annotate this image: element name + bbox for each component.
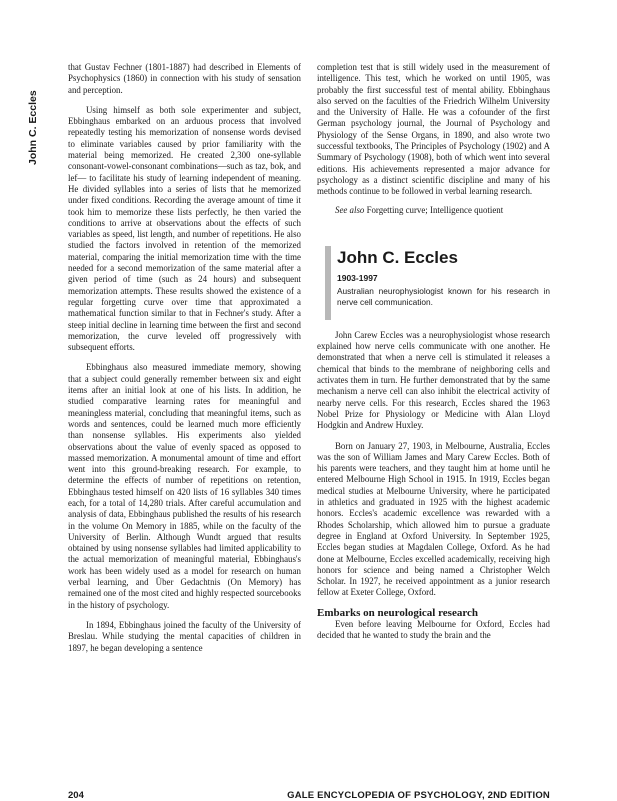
left-column bbox=[68, 62, 301, 654]
right-paragraph-4: Even before leaving Melbourne for Oxford, Eccles had decided that he wanted to study the brain and the bbox=[317, 618, 550, 641]
entry-dates: 1903-1997 bbox=[337, 272, 378, 283]
entry-header bbox=[317, 246, 550, 322]
running-head bbox=[20, 90, 40, 170]
left-paragraph-4: In 1894, Ebbinghaus joined the faculty of the University of Breslau. While studying the mental capacities of children in 1897, he began developing a sentence bbox=[68, 619, 301, 653]
right-paragraph-1: completion test that is still widely used in the measurement of intelligence. This test, which he worked on until 1905, was probably the first successful test of mental ability. Ebbinghaus also served on the faculties of the Friedrich Wilhelm University and the University of Halle. He was a cofounder of the first German psychology journal, the Journal of Psychology and Physiology of the Sense Organs, in 1890, and also wrote two successful textbooks, The Principles of Psychology (1902) and A Summary of Psychology (1908), both of which went into several editions. His achievements represented a major advance for psychology as a distinct scientific discipline and many of his methods continue to be followed in verbal learning research. bbox=[317, 62, 550, 197]
running-head-text: John C. Eccles bbox=[27, 90, 39, 165]
see-also-line bbox=[317, 205, 550, 216]
right-column bbox=[317, 62, 550, 642]
left-paragraph-1: that Gustav Fechner (1801-1887) had described in Elements of Psychophysics (1860) in connection with his study of sensation and perception. bbox=[68, 62, 301, 95]
left-paragraph-2: Using himself as both sole experimenter and subject, Ebbinghaus embarked on an arduous process that involved repeatedly testing his memorization of nonsense words devised to eliminate variables caused by prior familiarity with the material being memorized. He created 2,300 one-syllable consonant-vowel-consonant combinations—such as taz, bok, and lef— to facilitate his study of learning independent of meaning. He divided syllables into a series of lists that he memorized under fixed conditions. Recording the average amount of time it took him to memorize these lists perfectly, he then varied the conditions to arrive at observations about the effects of such variables as speed, list length, and number of repetitions. He also studied the factors involved in retention of the memorized material, comparing the initial memorization time with the time needed for a second memorization of the same material after a given period of time (such as 24 hours) and subsequent memorization attempts. These results showed the existence of a regular forgetting curve over time that approximated a mathematical function similar to that in Fechner's study. After a steep initial decline in learning time between the first and second memorization, the curve leveled off progressively with subsequent efforts. bbox=[68, 104, 301, 353]
see-also-label: See also bbox=[335, 204, 365, 215]
left-paragraph-3: Ebbinghaus also measured immediate memory, showing that a subject could generally remember between six and eight items after an initial look at one of his lists. In addition, he studied comparative learning rates for meaningful and meaningless material, concluding that meaningful items, such as words and sentences, could be learned much more efficiently than nonsense syllables. His experiments also yielded observations about the value of evenly spaced as opposed to massed memorization. A monumental amount of time and effort went into this ground-breaking research. For example, to determine the effects of number of repetitions on retention, Ebbinghaus tested himself on 420 lists of 16 syllables 340 times each, for a total of 14,280 trials. After careful accumulation and analysis of data, Ebbinghaus published the results of his research in the volume On Memory in 1885, while on the faculty of the University of Berlin. Although Wundt argued that results obtained by using nonsense syllables had limited applicability to the actual memorization of meaningful material, Ebbinghaus's work has been widely used as a model for research on human verbal learning, and Über Gedachtnis (On Memory) has remained one of the most cited and highly respected sourcebooks in the history of psychology. bbox=[68, 362, 301, 610]
entry-title: John C. Eccles bbox=[337, 247, 458, 267]
publication-title: GALE ENCYCLOPEDIA OF PSYCHOLOGY, 2ND EDITION bbox=[287, 790, 550, 801]
entry-accent-bar bbox=[325, 246, 331, 320]
section-heading: Embarks on neurological research bbox=[317, 606, 479, 619]
see-also-text[interactable]: Forgetting curve; Intelligence quotient bbox=[366, 204, 504, 215]
entry-description: Australian neurophysiologist known for his research in nerve cell communication. bbox=[337, 286, 550, 307]
right-paragraph-3: Born on January 27, 1903, in Melbourne, Australia, Eccles was the son of William James and Mary Carew Eccles. Both of his parents were teachers, and they taught him at home until he entered Melbourne High School in 1915. In 1919, Eccles began medical studies at Melbourne University, where he participated in athletics and graduated in 1925 with the highest academic honors. Eccles's academic excellence was rewarded with a Rhodes Scholarship, which allowed him to pursue a graduate degree in England at Oxford University. In September 1925, Eccles began studies at Magdalen College, Oxford. As he had done at Melbourne, Eccles excelled academically, receiving high honors for science and being named a Christopher Welch Scholar. In 1927, he received appointment as a junior research fellow at Exeter College, Oxford. bbox=[317, 440, 550, 598]
page-number: 204 bbox=[68, 790, 84, 801]
right-paragraph-2: John Carew Eccles was a neurophysiologist whose research explained how nerve cells communicate with one another. He demonstrated that when a nerve cell is stimulated it releases a chemical that binds to the membrane of neighboring cells and activates them in turn. He further demonstrated that by the same mechanism a nerve cell can also inhibit the electrical activity of nearby nerve cells. For this research, Eccles shared the 1963 Nobel Prize for Physiology or Medicine with Alan Lloyd Hodgkin and Andrew Huxley. bbox=[317, 329, 550, 431]
